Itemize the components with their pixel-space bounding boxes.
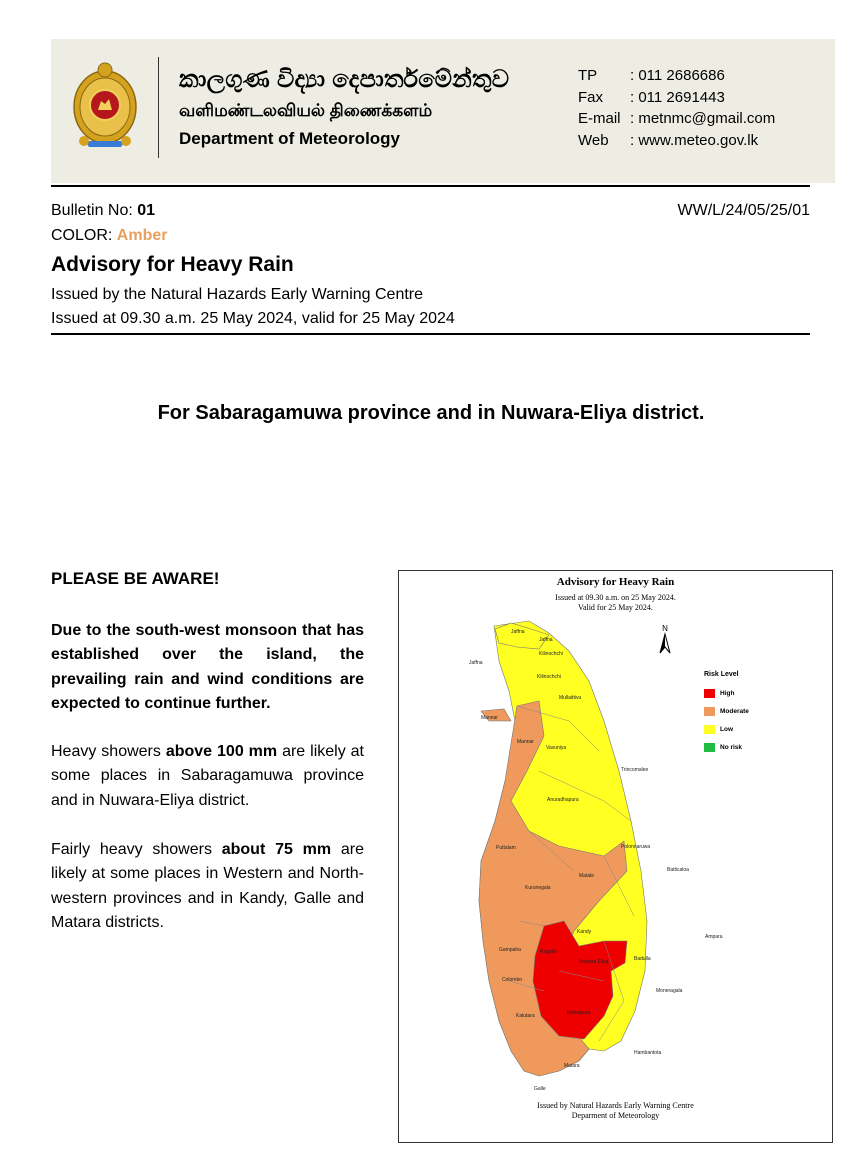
svg-text:Trincomalee: Trincomalee: [621, 767, 649, 773]
svg-text:Kurunegala: Kurunegala: [525, 885, 551, 891]
legend-low: Low: [704, 725, 733, 734]
svg-text:Jaffna: Jaffna: [511, 629, 525, 635]
issued-by: Issued by the Natural Hazards Early Warning Centre: [51, 286, 424, 303]
fairly-heavy-paragraph: Fairly heavy showers about 75 mm are likely at some places in Western and North-western provinces and in Kandy, Galle and Matara districts.: [51, 841, 364, 931]
department-name-sinhala: කාලගුණ විද්‍යා දෙපාර්තමේන්තුව: [179, 66, 510, 93]
map-issued: Issued at 09.30 a.m. on 25 May 2024.: [555, 593, 676, 602]
svg-text:Moneragala: Moneragala: [656, 988, 683, 994]
svg-text:Gampaha: Gampaha: [499, 947, 521, 953]
contact-email: E-mail : metnmc@gmail.com: [578, 110, 776, 127]
legend-high: High: [704, 689, 734, 698]
high-swatch: [704, 689, 715, 698]
svg-text:Kegalle: Kegalle: [540, 949, 557, 955]
svg-text:Galle: Galle: [534, 1086, 546, 1092]
svg-text:Vavuniya: Vavuniya: [546, 745, 567, 751]
svg-text:Polonnaruwa: Polonnaruwa: [621, 844, 651, 850]
svg-text:Kandy: Kandy: [577, 929, 592, 935]
contact-block: [578, 65, 775, 151]
bulletin-number: Bulletin No: 01: [51, 202, 156, 219]
bulletin-color: COLOR: Amber: [51, 227, 168, 244]
department-name-english: Department of Meteorology: [179, 129, 401, 148]
bottom-rule: [51, 333, 810, 335]
top-rule: [51, 185, 810, 187]
svg-text:Badulla: Badulla: [634, 956, 651, 962]
svg-text:Puttalam: Puttalam: [496, 845, 516, 851]
issued-at: Issued at 09.30 a.m. 25 May 2024, valid for 25 May 2024: [51, 310, 455, 327]
sri-lanka-emblem: [71, 55, 139, 153]
contact-tp: TP : 011 2686686: [578, 67, 725, 84]
svg-text:Kilinochchi: Kilinochchi: [539, 651, 563, 657]
heavy-showers-paragraph: Heavy showers above 100 mm are likely at some places in Sabaragamuwa province and in Nuwara-Eliya district.: [51, 743, 364, 809]
island-map: [399, 571, 832, 1142]
please-be-aware: PLEASE BE AWARE!: [51, 569, 220, 588]
header-divider: [158, 57, 159, 158]
svg-text:Mullaittivu: Mullaittivu: [559, 695, 582, 701]
svg-text:Kilinochchi: Kilinochchi: [537, 674, 561, 680]
svg-text:Colombo: Colombo: [502, 977, 523, 983]
svg-text:Matale: Matale: [579, 873, 595, 879]
svg-text:Hambantota: Hambantota: [634, 1050, 662, 1056]
map-footer-dept: Deparment of Meteorology: [571, 1111, 660, 1120]
bulletin-reference: WW/L/24/05/25/01: [677, 202, 810, 219]
svg-text:Mannar: Mannar: [481, 715, 498, 721]
svg-text:Nuwara Eliya: Nuwara Eliya: [579, 959, 609, 965]
map-footer-issuer: Issued by Natural Hazards Early Warning Centre: [537, 1101, 694, 1110]
low-swatch: [704, 725, 715, 734]
svg-text:Ampara: Ampara: [705, 934, 723, 940]
department-name-tamil: வளிமண்டலவியல் திணைக்களம்: [179, 101, 433, 120]
contact-fax: Fax : 011 2691443: [578, 88, 725, 106]
svg-text:Ratnapura: Ratnapura: [567, 1010, 591, 1016]
map-valid: Valid for 25 May 2024.: [578, 603, 653, 612]
letterhead: [51, 39, 835, 183]
legend-no-risk: No risk: [704, 743, 742, 752]
intro-paragraph: Due to the south-west monsoon that has established over the island, the prevailing rain and wind conditions are expected to continue further.: [51, 622, 364, 712]
map-title: Advisory for Heavy Rain: [556, 576, 675, 588]
svg-text:Kalutara: Kalutara: [516, 1013, 535, 1019]
no-risk-swatch: [704, 743, 715, 752]
svg-text:Jaffna: Jaffna: [539, 637, 553, 643]
legend-moderate: Moderate: [704, 707, 749, 716]
legend-title: Risk Level: [704, 671, 739, 678]
svg-text:Batticaloa: Batticaloa: [667, 867, 689, 873]
moderate-swatch: [704, 707, 715, 716]
svg-text:Matara: Matara: [564, 1063, 580, 1069]
risk-map: [398, 570, 833, 1143]
regions-heading: For Sabaragamuwa province and in Nuwara-Eliya district.: [157, 402, 705, 424]
svg-text:Mannar: Mannar: [517, 739, 534, 745]
svg-text:N: N: [662, 624, 668, 633]
advisory-title: Advisory for Heavy Rain: [51, 253, 294, 276]
svg-text:Anuradhapura: Anuradhapura: [547, 797, 579, 803]
svg-text:Jaffna: Jaffna: [469, 660, 483, 666]
contact-web: Web : www.meteo.gov.lk: [578, 131, 759, 149]
color-amber: Amber: [116, 227, 168, 244]
